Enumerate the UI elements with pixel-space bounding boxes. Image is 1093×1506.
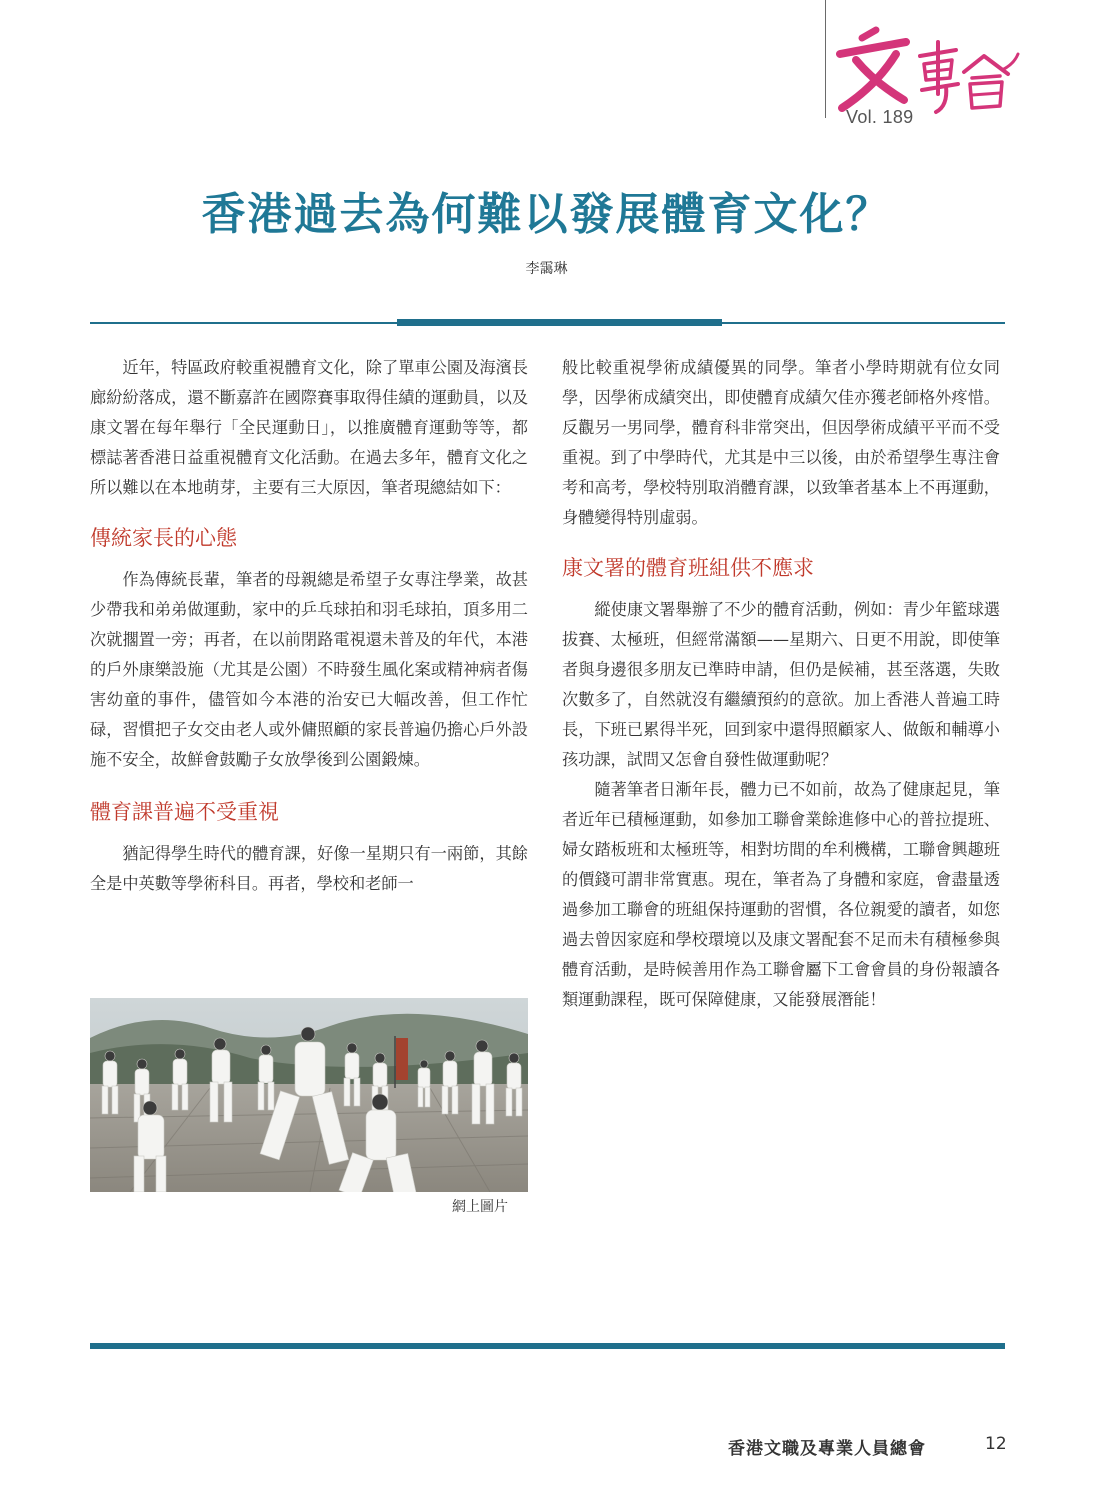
- section-heading: 傳統家長的心態: [90, 526, 237, 550]
- conclusion-paragraph: 隨著筆者日漸年長，體力已不如前，故為了健康起見，筆者近年已積極運動，如參加工聯會業餘進修中心的普拉提班、婦女踏板班和太極班等，相對坊間的牟利機構，工聯會興趣班的價錢可謂非常實惠。現在，筆者為了身體和家庭，會盡量透過參加工聯會的班組保持運動的習慣，各位親愛的讀者，如您過去曾因家庭和學校環境以及康文署配套不足而未有積極參與體育活動，是時候善用作為工聯會屬下工會會員的身份報讀各類運動課程，既可保障健康，又能發展潛能！: [562, 780, 1000, 1009]
- tai-chi-photo-art: [90, 998, 528, 1192]
- section-paragraph-continued: 般比較重視學術成績優異的同學。筆者小學時期就有位女同學，因學術成績突出，即使體育成績欠佳亦獲老師格外疼惜。反觀另一男同學，體育科非常突出，但因學術成績平平而不受重視。到了中學時代，尤其是中三以後，由於希望學生專注會考和高考，學校特別取消體育課，以致筆者基本上不再運動，身體變得特別虛弱。: [562, 358, 1000, 527]
- photo-caption: 網上圖片: [452, 1199, 508, 1215]
- volume-label: Vol. 189: [846, 107, 914, 127]
- left-column: [90, 353, 528, 899]
- section-heading: 康文署的體育班組供不應求: [562, 556, 814, 580]
- header-divider: [825, 0, 826, 118]
- right-column: [562, 353, 1000, 1015]
- page-title: 香港過去為何難以發展體育文化？: [201, 189, 892, 240]
- tai-chi-photo: [90, 998, 528, 1192]
- section-paragraph: 猶記得學生時代的體育課，好像一星期只有一兩節，其餘全是中英數等學術科目。再者，學校和老師一: [90, 844, 528, 893]
- footer-organization: 香港文職及專業人員總會: [728, 1439, 926, 1459]
- intro-paragraph: 近年，特區政府較重視體育文化，除了單車公園及海濱長廊紛紛落成，還不斷嘉許在國際賽事取得佳績的運動員，以及康文署在每年舉行「全民運動日」，以推廣體育運動等等，都標誌著香港日益重視體育文化活動。在過去多年，體育文化之所以難以在本地萌芽，主要有三大原因，筆者現總結如下：: [90, 358, 528, 497]
- section-paragraph: 縱使康文署舉辦了不少的體育活動，例如：青少年籃球選拔賽、太極班，但經常滿額——星期六、日更不用說，即使筆者與身邊很多朋友已準時申請，但仍是候補，甚至落選，失敗次數多了，自然就沒有繼續預約的意欲。加上香港人普遍工時長，下班已累得半死，回到家中還得照顧家人、做飯和輔導小孩功課，試問又怎會自發性做運動呢？: [562, 600, 1000, 769]
- author-name: 李靄琳: [525, 261, 568, 277]
- footer-rule: [90, 1343, 1005, 1349]
- title-rule-accent: [397, 319, 722, 326]
- section-paragraph: 作為傳統長輩，筆者的母親總是希望子女專注學業，故甚少帶我和弟弟做運動，家中的乒乓球拍和羽毛球拍，頂多用二次就擱置一旁；再者，在以前閉路電視還未普及的年代，本港的戶外康樂設施（尤其是公園）不時發生風化案或精神病者傷害幼童的事件，儘管如今本港的治安已大幅改善，但工作忙碌，習慣把子女交由老人或外傭照顧的家長普遍仍擔心戶外設施不安全，故鮮會鼓勵子女放學後到公園鍛煉。: [90, 570, 528, 769]
- page-number: 12: [985, 1434, 1007, 1454]
- section-heading: 體育課普遍不受重視: [90, 800, 279, 824]
